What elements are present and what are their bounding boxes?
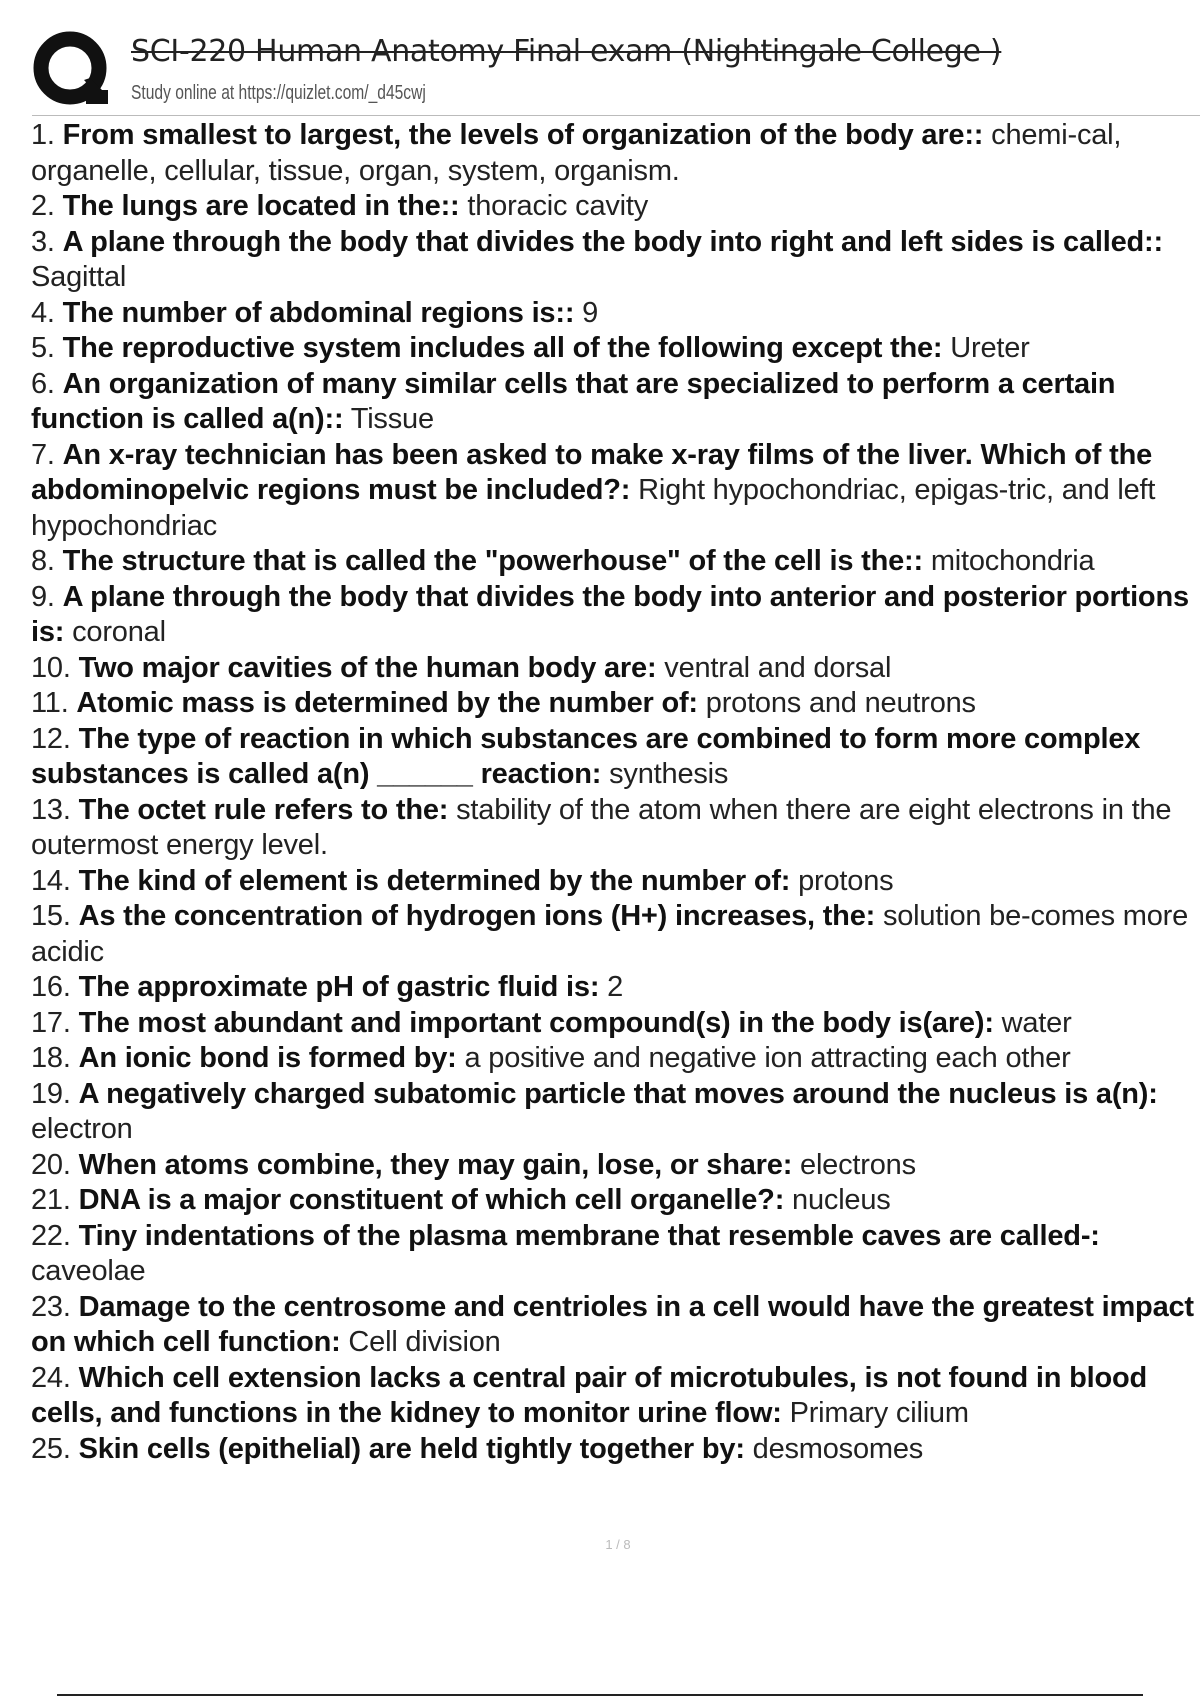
question-item <box>31 686 1200 722</box>
question-number: 1. <box>31 119 55 151</box>
answer-text: Ureter <box>950 332 1030 364</box>
question-item <box>31 864 1200 900</box>
question-text: A plane through the body that divides the body into right and left sides is called:: <box>62 225 1163 258</box>
question-item <box>31 225 1200 296</box>
question-number: 10. <box>31 651 71 684</box>
question-number: 21. <box>31 1184 71 1216</box>
question-item <box>31 367 1200 438</box>
question-item <box>31 1006 1200 1042</box>
question-number: 17. <box>31 1006 71 1039</box>
question-item <box>31 189 1200 225</box>
question-item <box>31 544 1200 580</box>
question-item <box>31 1219 1200 1290</box>
question-number: 25. <box>31 1432 71 1465</box>
answer-text: Primary cilium <box>789 1397 969 1429</box>
question-text: From smallest to largest, the levels of organization of the body are:: <box>62 119 984 151</box>
question-text: A plane through the body that divides the body into anterior and posterior portions is: <box>31 580 1189 648</box>
answer-text: synthesis <box>609 758 729 790</box>
question-item <box>31 1361 1200 1432</box>
page-number: 1 / 8 <box>605 1537 631 1552</box>
question-number: 15. <box>31 900 71 932</box>
quizlet-q-logo-icon <box>32 30 114 112</box>
question-number: 14. <box>31 864 71 897</box>
question-item <box>31 1077 1200 1148</box>
study-online-link[interactable]: Study online at https://quizlet.com/_d45cwj <box>131 82 426 104</box>
question-text: Atomic mass is determined by the number of: <box>76 687 698 719</box>
answer-text: Tissue <box>350 403 434 435</box>
question-number: 13. <box>31 793 71 826</box>
question-item <box>31 580 1200 651</box>
question-number: 23. <box>31 1290 71 1323</box>
question-text: An ionic bond is formed by: <box>78 1042 457 1074</box>
page-header <box>0 0 1200 118</box>
question-text: The octet rule refers to the: <box>78 793 449 826</box>
question-item <box>31 1183 1200 1219</box>
question-number: 20. <box>31 1148 71 1181</box>
answer-text: mitochondria <box>930 545 1095 577</box>
answer-text: ventral and dorsal <box>664 651 892 684</box>
answer-text: 9 <box>582 296 599 329</box>
answer-text: coronal <box>72 616 166 648</box>
question-number: 4. <box>31 296 55 329</box>
question-text: The structure that is called the "powerhouse" of the cell is the:: <box>62 545 923 577</box>
question-item <box>31 1041 1200 1077</box>
document-title: SCI-220 Human Anatomy Final exam (Nightingale College ) <box>131 34 1002 69</box>
question-number: 24. <box>31 1361 71 1394</box>
question-item <box>31 899 1200 970</box>
answer-text: 2 <box>607 971 624 1003</box>
answer-text: nucleus <box>792 1184 891 1216</box>
question-item <box>31 438 1200 545</box>
answer-text: water <box>1001 1006 1072 1039</box>
question-number: 22. <box>31 1219 71 1252</box>
question-item <box>31 1432 1200 1468</box>
question-text: An x-ray technician has been asked to make x-ray films of the liver. Which of the abdominopelvic regions must be included?: <box>31 438 1153 506</box>
answer-text: thoracic cavity <box>467 190 649 222</box>
answer-text: protons and neutrons <box>705 687 976 719</box>
question-item <box>31 722 1200 793</box>
question-number: 5. <box>31 332 55 364</box>
question-text: The reproductive system includes all of the following except the: <box>62 332 943 364</box>
answer-text: Cell division <box>348 1326 501 1358</box>
answer-text: Right hypochondriac, epigas-tric, and left hypochondriac <box>31 474 1156 542</box>
question-number: 2. <box>31 190 55 222</box>
question-number: 7. <box>31 438 55 471</box>
question-text: Two major cavities of the human body are: <box>78 651 657 684</box>
question-item <box>31 793 1200 864</box>
question-number: 6. <box>31 367 55 400</box>
answer-text: caveolae <box>31 1255 146 1287</box>
question-text: The type of reaction in which substances are combined to form more complex substances is called a(n) ______ reaction: <box>31 722 1141 790</box>
question-item <box>31 651 1200 687</box>
answer-text: desmosomes <box>752 1432 924 1465</box>
question-text: Skin cells (epithelial) are held tightly together by: <box>78 1432 745 1465</box>
question-text: Damage to the centrosome and centrioles in a cell would have the greatest impact on which cell function: <box>31 1290 1194 1358</box>
question-text: Which cell extension lacks a central pair of microtubules, is not found in blood cells, and functions in the kidney to monitor urine flow: <box>31 1361 1148 1429</box>
answer-text: chemi-cal, organelle, cellular, tissue, organ, system, organism. <box>31 119 1122 187</box>
question-text: When atoms combine, they may gain, lose, or share: <box>78 1148 793 1181</box>
question-text: As the concentration of hydrogen ions (H+) increases, the: <box>78 900 876 932</box>
answer-text: Sagittal <box>31 261 127 293</box>
question-text: The kind of element is determined by the number of: <box>78 864 791 897</box>
question-text: DNA is a major constituent of which cell organelle?: <box>78 1184 785 1216</box>
answer-text: protons <box>798 864 894 897</box>
question-item <box>31 1290 1200 1361</box>
question-item <box>31 331 1200 367</box>
question-text: The approximate pH of gastric fluid is: <box>78 971 600 1003</box>
question-number: 16. <box>31 971 71 1003</box>
question-number: 19. <box>31 1077 71 1110</box>
question-number: 9. <box>31 580 55 613</box>
answer-text: electrons <box>800 1148 916 1181</box>
question-text: Tiny indentations of the plasma membrane that resemble caves are called-: <box>78 1219 1100 1252</box>
question-number: 12. <box>31 722 71 755</box>
question-text: An organization of many similar cells that are specialized to perform a certain function is called a(n):: <box>31 367 1116 435</box>
footer-divider <box>57 1694 1143 1696</box>
question-item <box>31 1148 1200 1184</box>
question-number: 18. <box>31 1042 71 1074</box>
question-item <box>31 970 1200 1006</box>
question-text: A negatively charged subatomic particle that moves around the nucleus is a(n): <box>78 1077 1158 1110</box>
question-text: The number of abdominal regions is:: <box>62 296 575 329</box>
answer-text: stability of the atom when there are eight electrons in the outermost energy level. <box>31 793 1172 861</box>
answer-text: solution be-comes more acidic <box>31 900 1189 968</box>
question-number: 11. <box>31 687 69 719</box>
answer-text: electron <box>31 1113 133 1145</box>
question-answer-list <box>31 118 1200 1467</box>
question-number: 3. <box>31 225 55 258</box>
header-divider <box>32 115 1200 116</box>
question-text: The lungs are located in the:: <box>62 190 460 222</box>
question-item <box>31 118 1200 189</box>
question-number: 8. <box>31 545 55 577</box>
answer-text: a positive and negative ion attracting each other <box>464 1042 1071 1074</box>
question-text: The most abundant and important compound(s) in the body is(are): <box>78 1006 994 1039</box>
question-item <box>31 296 1200 332</box>
